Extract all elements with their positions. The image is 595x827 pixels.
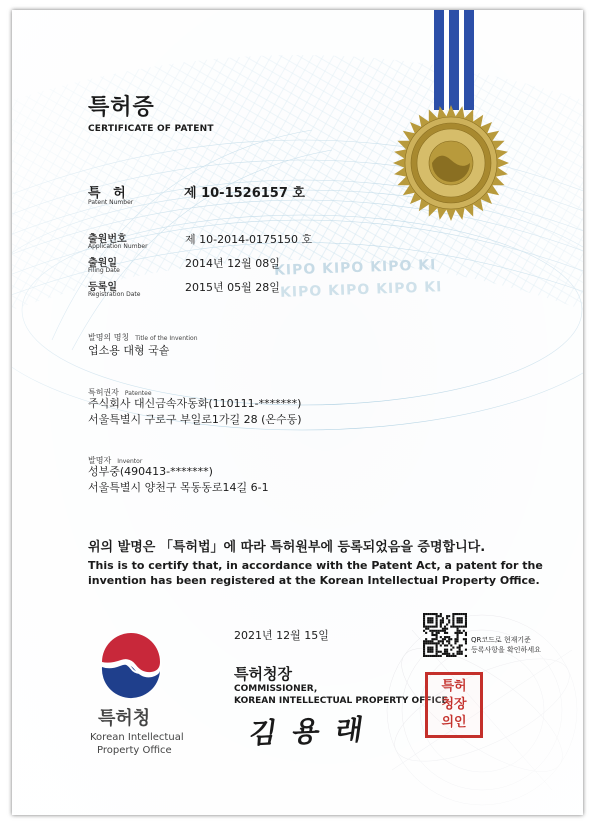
watermark-text: KIPO KIPO KIPO KI bbox=[279, 279, 443, 301]
gold-seal bbox=[390, 102, 512, 224]
qr-note-line1: QR코드로 현재기준 bbox=[471, 636, 531, 644]
certification-statement-en-line2: invention has been registered at the Korean Intellectual Property Office. bbox=[88, 574, 540, 587]
inventor-address: 서울특별시 양천구 목동동로14길 6-1 bbox=[88, 481, 269, 494]
certificate-page bbox=[12, 10, 583, 815]
commissioner-title-ko: 특허청장 bbox=[234, 665, 292, 683]
filing-date-label-en: Filing Date bbox=[88, 267, 120, 274]
watermark-text: KIPO KIPO KIPO KI bbox=[273, 257, 437, 279]
application-number-value: 제 10-2014-0175150 호 bbox=[185, 233, 313, 246]
application-number-label-en: Application Number bbox=[88, 243, 148, 250]
inventor-label-en: Inventor bbox=[117, 458, 143, 465]
inventor-label: 발명자 bbox=[88, 456, 112, 465]
seal-text-line: 청장 bbox=[441, 697, 467, 712]
kipo-logo bbox=[96, 631, 166, 701]
certification-statement-ko: 위의 발명은 「특허법」에 따라 특허원부에 등록되었음을 증명합니다. bbox=[88, 540, 486, 555]
registration-date-label-en: Registration Date bbox=[88, 291, 141, 298]
seal-text-line: 의인 bbox=[441, 715, 467, 730]
inventor-name: 성부중(490413-*******) bbox=[88, 465, 213, 478]
patentee-label-en: Patentee bbox=[124, 390, 152, 397]
patent-number-value: 제 10-1526157 호 bbox=[184, 186, 305, 201]
commissioner-signature: 김 용 래 bbox=[247, 712, 369, 751]
certification-statement-en-line1: This is to certify that, in accordance with the Patent Act, a patent for the bbox=[88, 559, 543, 572]
patentee-label: 특허권자 bbox=[88, 388, 119, 397]
invention-title-value: 업소용 대형 국솥 bbox=[88, 344, 170, 357]
seal-text-line: 특허 bbox=[441, 679, 467, 694]
registration-date-value: 2015년 05월 28일 bbox=[185, 281, 280, 294]
patentee-name: 주식회사 대신금속자동화(110111-*******) bbox=[88, 397, 302, 410]
qr-note-line2: 등록사항을 확인하세요 bbox=[471, 646, 541, 654]
commissioner-title-en-line1: COMMISSIONER, bbox=[234, 684, 318, 694]
office-name-en-line2: Property Office bbox=[97, 745, 172, 756]
certificate-subtitle: CERTIFICATE OF PATENT bbox=[88, 124, 214, 134]
invention-title-label: 발명의 명칭 bbox=[88, 333, 130, 342]
filing-date-label: 출원일 bbox=[88, 258, 117, 269]
official-seal bbox=[425, 672, 483, 738]
patentee-address: 서울특별시 구로구 부일로1가길 28 (온수동) bbox=[88, 413, 302, 426]
office-name-ko: 특허청 bbox=[98, 708, 151, 729]
office-name-en-line1: Korean Intellectual bbox=[90, 732, 184, 743]
invention-title-label-en: Title of the Invention bbox=[135, 335, 198, 342]
qr-code bbox=[423, 613, 467, 657]
filing-date-value: 2014년 12월 08일 bbox=[185, 257, 280, 270]
certificate-title: 특허증 bbox=[88, 95, 155, 120]
commissioner-title-en-line2: KOREAN INTELLECTUAL PROPERTY OFFICE bbox=[234, 696, 448, 706]
patent-number-label: 특 허 bbox=[88, 186, 130, 201]
patent-number-label-en: Patent Number bbox=[88, 199, 134, 206]
issue-date: 2021년 12월 15일 bbox=[234, 629, 329, 642]
registration-date-label: 등록일 bbox=[88, 282, 117, 293]
ribbon bbox=[432, 10, 492, 115]
application-number-label: 출원번호 bbox=[88, 234, 127, 245]
